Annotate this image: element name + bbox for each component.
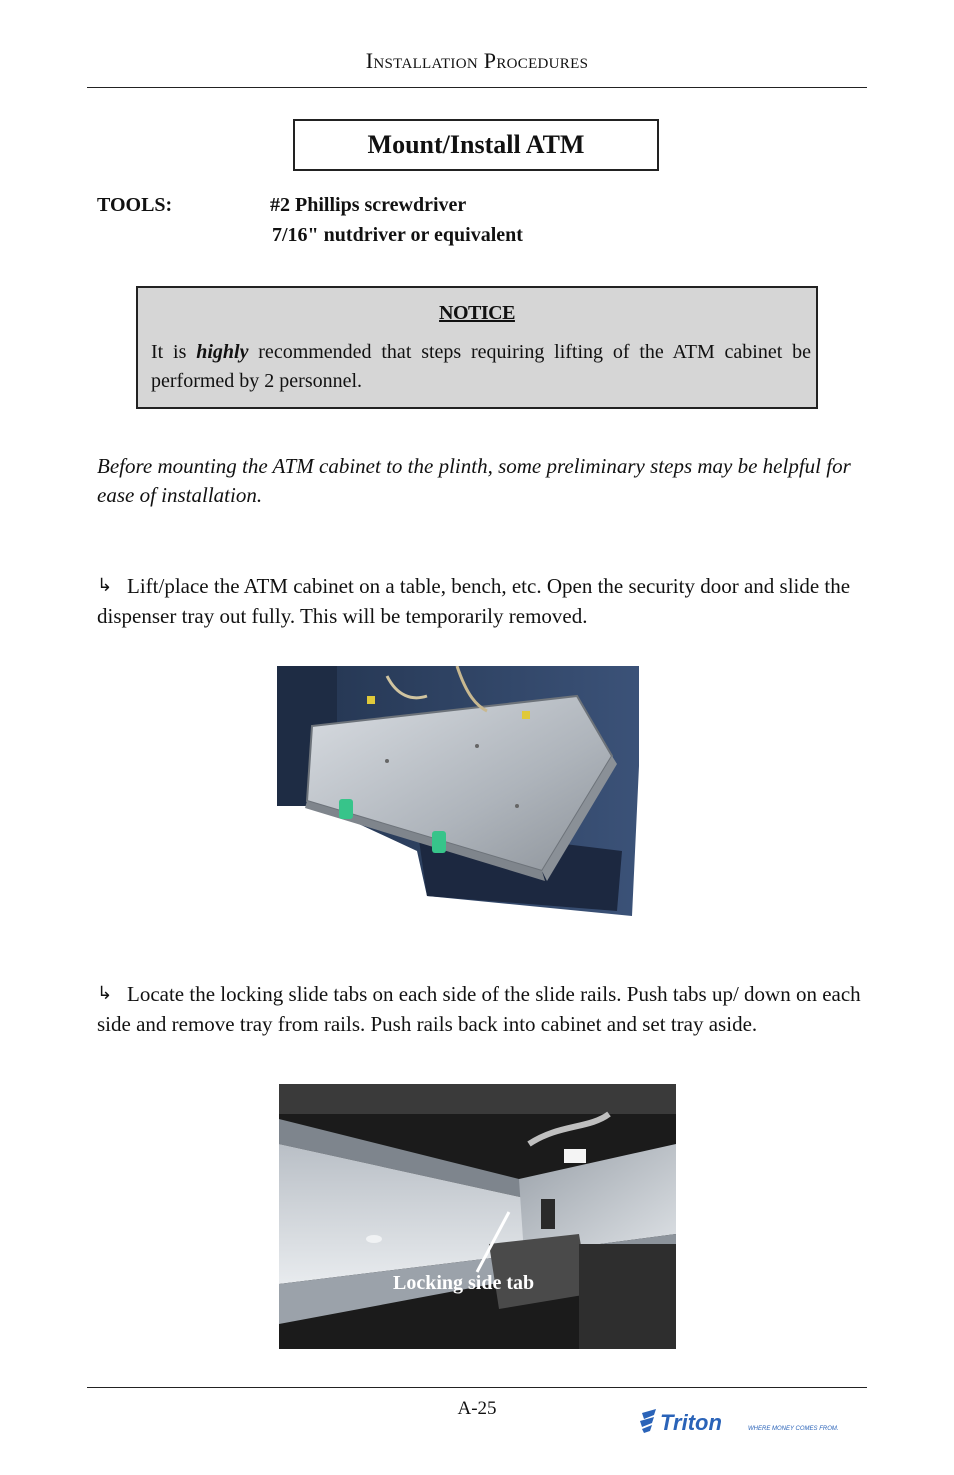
tool-item: #2 Phillips screwdriver [270,194,467,216]
step-2 [97,979,861,1039]
header-rule [87,87,867,88]
footer-rule [87,1387,867,1388]
notice-box [136,286,818,409]
step-1 [97,571,861,631]
notice-emphasis: highly [196,341,249,363]
notice-text [151,338,811,396]
notice-title: NOTICE [439,302,515,324]
section-header: Installation Procedures [365,48,589,73]
step-2-text: Locate the locking slide tabs on each side of the slide rails. Push tabs up/ down on each side and remove tray from rails. Push rails back into cabinet and set tray aside. [97,982,861,1036]
intro-paragraph: Before mounting the ATM cabinet to the plinth, some preliminary steps may be helpful for ease of installation. [97,454,851,507]
locking-tab-photo [279,1084,676,1349]
notice-text-start: It is [151,341,197,363]
page-title: Mount/Install ATM [293,119,659,171]
tool-item: 7/16" nutdriver or equivalent [272,224,523,246]
logo-wordmark: Triton [660,1410,722,1435]
arrow-icon: ↳ [97,575,113,596]
arrow-icon: ↳ [97,983,113,1004]
triton-logo [640,1405,850,1447]
logo-tagline: WHERE MONEY COMES FROM. [748,1426,839,1432]
locking-tab-callout: Locking side tab [393,1272,535,1294]
tools-label: TOOLS: [97,194,173,216]
step-1-text: Lift/place the ATM cabinet on a table, bench, etc. Open the security door and slide the dispenser tray out fully. This will be temporarily removed. [97,574,851,628]
notice-text-end: recommended that steps requiring lifting of the ATM cabinet be performed by 2 personnel. [151,341,811,392]
page-number: A-25 [457,1398,497,1419]
dispenser-tray-photo [277,666,659,930]
